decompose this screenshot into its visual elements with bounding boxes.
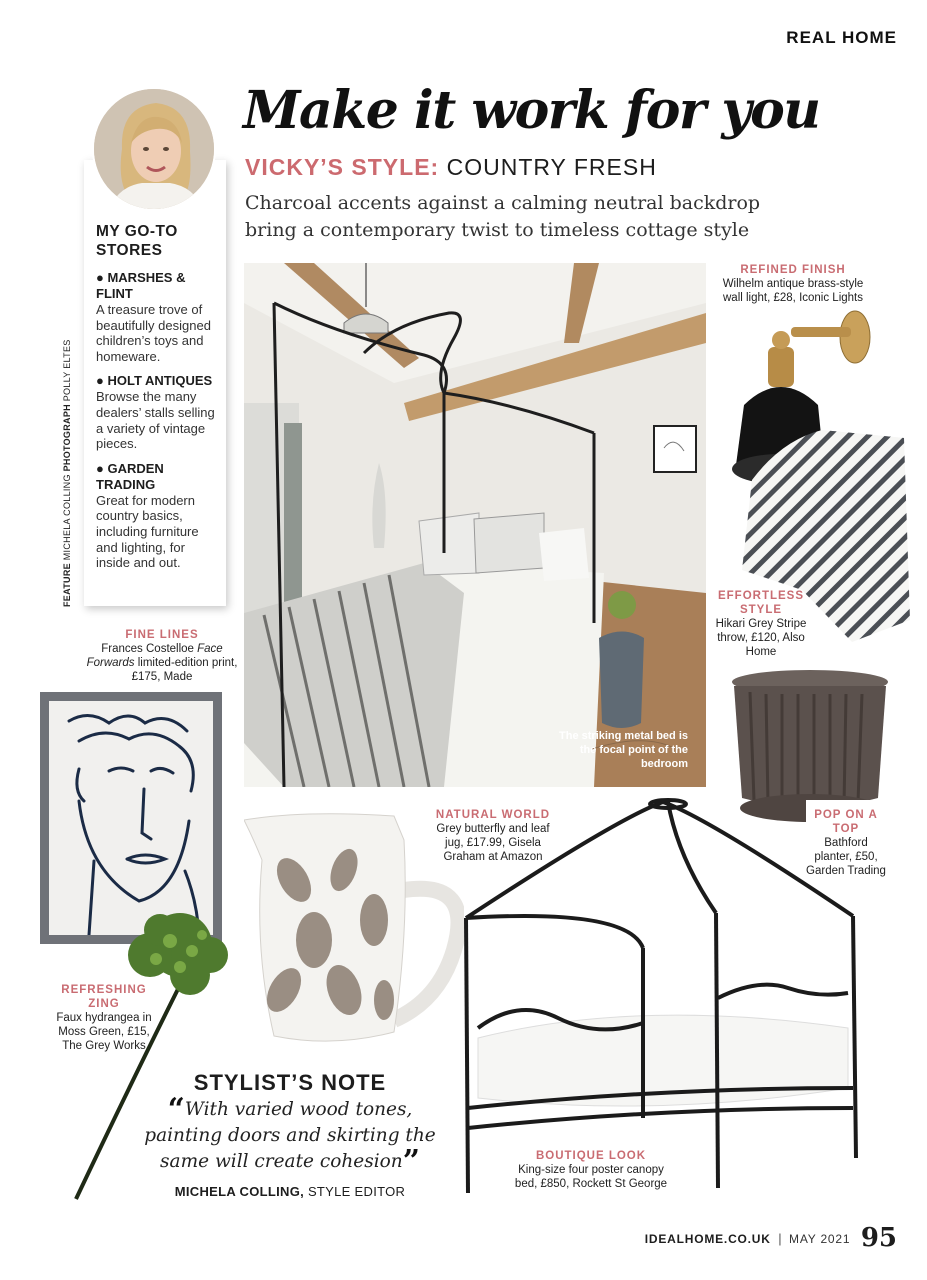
footer-site: IDEALHOME.CO.UK [644,1232,771,1246]
caption-title: REFRESHING ZING [61,984,147,1010]
caption-text: Frances Costelloe Face Forwards limited-edition print, £175, Made [86,643,238,683]
caption-text: Grey butterfly and leaf jug, £17.99, Gisela Graham at Amazon [436,823,550,863]
store-name: HOLT ANTIQUES [107,373,213,389]
go-to-stores-box [84,160,226,606]
subtitle [245,154,657,181]
footer-issue: MAY 2021 [789,1232,851,1246]
caption-effortless-style [709,589,813,659]
caption-title: BOUTIQUE LOOK [535,1150,647,1162]
section-tag: REAL HOME [786,28,897,47]
quote-text: With varied wood tones, painting doors and skirting the same will create cohesion [144,1099,436,1172]
stores-heading: MY GO-TO STORES [96,223,178,259]
caption-refined-finish [716,263,870,305]
open-quote-mark: “ [167,1092,185,1127]
bedroom-photo [244,263,706,787]
store-item: ● GARDEN TRADING Great for modern country basics, including furniture and lighting, for inside and out. [96,461,216,571]
canopy-bed-image [458,798,868,1198]
page-footer [645,1223,897,1253]
store-item: ● HOLT ANTIQUES Browse the many dealers’ stalls selling a variety of vintage pieces. [96,373,215,452]
caption-refreshing-zing [50,983,158,1053]
caption-title: NATURAL WORLD [435,809,551,821]
store-item: ● MARSHES & FLINT A treasure trove of beautifully designed children’s toys and homeware. [96,270,216,364]
caption-title: REFINED FINISH [740,264,846,276]
footer-separator: | [778,1231,782,1246]
standfirst: Charcoal accents against a calming neutral backdrop bring a contemporary twist to timeless cottage style [245,192,761,241]
stylist-note-heading: STYLIST’S NOTE [193,1070,387,1095]
caption-text: Hikari Grey Stripe throw, £120, Also Home [715,618,807,658]
stylist-role: STYLE EDITOR [307,1184,406,1199]
caption-text: Bathford planter, £50, Garden Trading [806,837,886,877]
stylist-name: MICHELA COLLING, [174,1184,305,1199]
store-desc: Great for modern country basics, including furniture and lighting, for inside and out. [96,492,199,571]
photo-caption: The striking metal bed is the focal point of the bedroom [559,730,688,770]
page-number: 95 [860,1223,897,1253]
page-title: Make it work for you [243,80,820,141]
photo-credit: FEATURE MICHELA COLLING PHOTOGRAPH POLLY ELTES [62,339,72,607]
avatar [92,87,216,211]
caption-title: POP ON A TOP [814,809,878,835]
store-name: GARDEN TRADING [96,460,164,492]
stylist-quote [134,1092,446,1179]
subtitle-accent: VICKY’S STYLE: [245,154,440,180]
caption-text: Faux hydrangea in Moss Green, £15, The Grey Works [56,1012,152,1052]
close-quote-mark: ” [402,1144,420,1179]
caption-text: Wilhelm antique brass-style wall light, £28, Iconic Lights [722,278,864,304]
store-desc: Browse the many dealers’ stalls selling a variety of vintage pieces. [96,389,215,452]
caption-title: EFFORTLESS STYLE [717,590,805,616]
caption-boutique-look [508,1149,674,1191]
stylist-byline [140,1184,440,1199]
store-name: MARSHES & FLINT [96,270,186,301]
caption-text: King-size four poster canopy bed, £850, Rockett St George [514,1164,668,1190]
subtitle-rest: COUNTRY FRESH [446,154,657,180]
caption-title: FINE LINES [125,629,199,641]
caption-fine-lines [82,628,242,684]
store-desc: A treasure trove of beautifully designed children’s toys and homeware. [96,302,211,364]
